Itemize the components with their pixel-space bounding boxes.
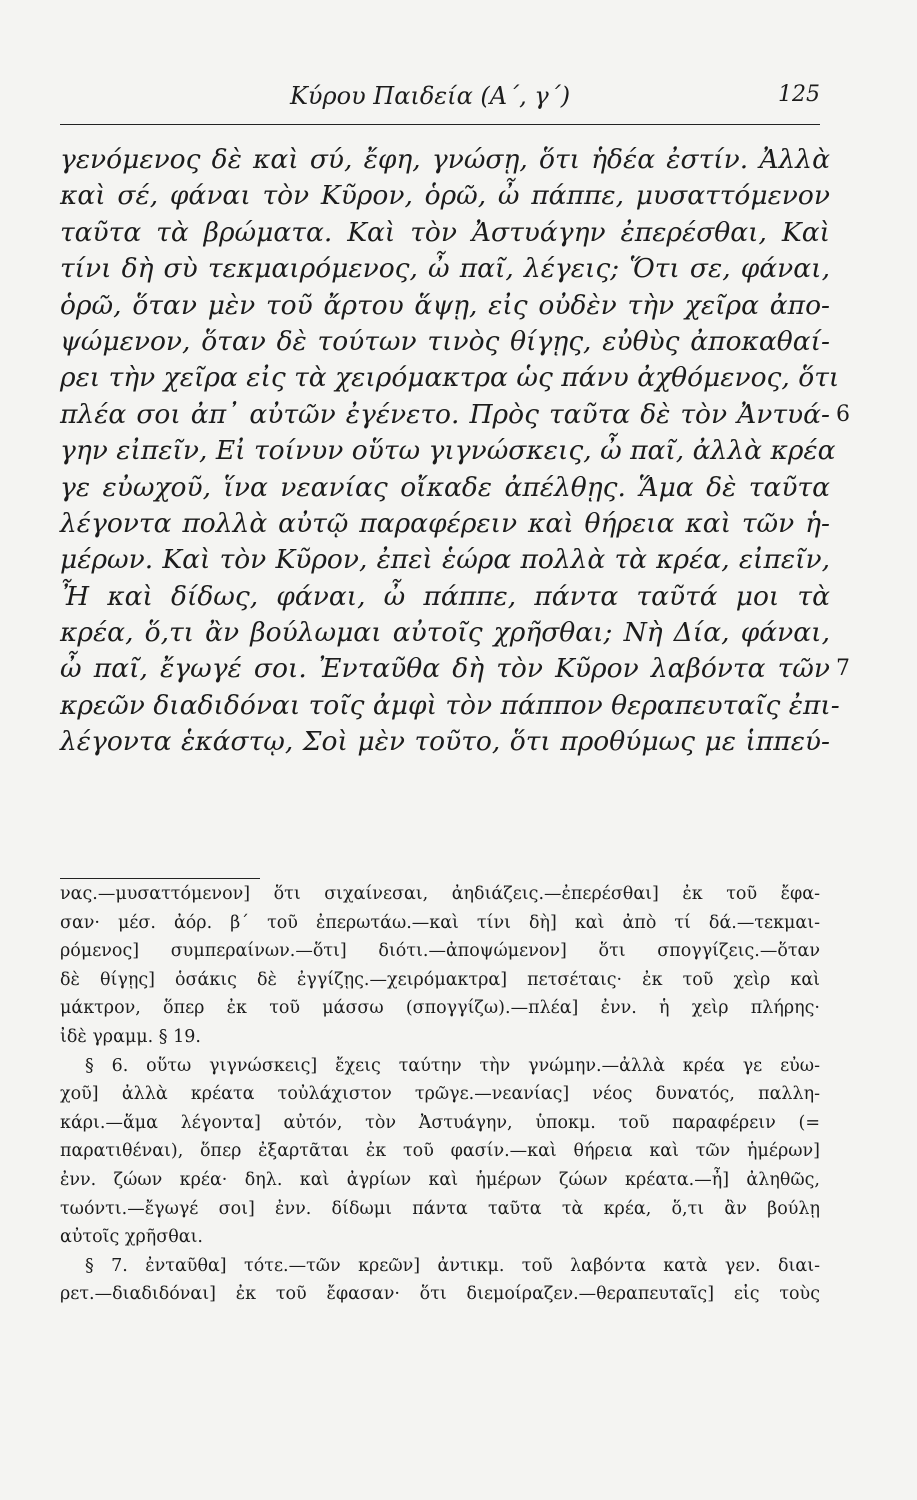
note-line-content: νας.—μυσαττόμενον] ὅτι σιχαίνεσαι, ἀηδιάζεις.—ἐπερέσθαι] ἐκ τοῦ ἔφα- <box>60 884 820 904</box>
note-line <box>60 1052 820 1081</box>
text-line-content: τίνι δὴ σὺ τεκμαιρόμενος, ὦ παῖ, λέγεις; Ὅτι σε, φάναι, <box>60 253 830 285</box>
text-line <box>60 324 840 360</box>
note-line-content: κάρι.—ἅμα λέγοντα] αὐτόν, τὸν Ἀστυάγην, ὑποκμ. τοῦ παραφέρειν (= <box>60 1112 820 1133</box>
note-line-content: αὐτοῖς χρῆσθαι. <box>60 1227 203 1248</box>
note-line <box>60 1195 820 1224</box>
text-line-content: ὁρῶ, ὅταν μὲν τοῦ ἄρτου ἅψῃ, εἰς οὐδὲν τὴν χεῖρα ἀπο- <box>60 289 830 321</box>
text-line <box>60 542 840 578</box>
text-line <box>60 651 850 687</box>
note-line <box>60 1023 820 1052</box>
text-line-content: ρει τὴν χεῖρα εἰς τὰ χειρόμακτρα ὡς πάνυ ἀχθόμενος, ὅτι <box>60 362 840 394</box>
text-line-content: ταῦτα τὰ βρώματα. Καὶ τὸν Ἀστυάγην ἐπερέσθαι, Καὶ <box>60 216 830 248</box>
note-line <box>60 994 820 1023</box>
text-line <box>60 724 840 760</box>
section-number: 7 <box>836 656 850 682</box>
text-line-content: γην εἰπεῖν, Εἰ τοίνυν οὕτω γιγνώσκεις, ὦ παῖ, ἀλλὰ κρέα <box>60 435 836 467</box>
note-line <box>60 1252 820 1281</box>
note-line <box>60 1109 820 1138</box>
note-line-content: τωόντι.—ἔγωγέ σοι] ἐνν. δίδωμι πάντα ταῦτα τὰ κρέα, ὅ,τι ἂν βούλῃ <box>60 1198 820 1219</box>
note-line-content: χοῦ] ἀλλὰ κρέατα τοὐλάχιστον τρῶγε.—νεανίας] νέος δυνατός, παλλη- <box>60 1084 820 1105</box>
text-line-content: λέγοντα πολλὰ αὐτῷ παραφέρειν καὶ θήρεια καὶ τῶν ἡ- <box>60 507 830 539</box>
note-line-content: § 7. ἐνταῦθα] τότε.—τῶν κρεῶν] ἀντικμ. τοῦ λαβόντα κατὰ γεν. διαι- <box>85 1255 820 1276</box>
page-header <box>60 82 820 122</box>
text-line-content: ψώμενον, ὅταν δὲ τούτων τινὸς θίγῃς, εὐθὺς ἀποκαθαί- <box>60 325 830 357</box>
note-line-content: ρετ.—διαδιδόναι] ἐκ τοῦ ἔφασαν· ὅτι διεμοίραζεν.—θεραπευταῖς] εἰς τοὺς <box>60 1284 820 1305</box>
page-number: 125 <box>778 82 820 107</box>
text-line-content: πλέα σοι ἀπ᾿ αὐτῶν ἐγένετο. Πρὸς ταῦτα δὲ τὸν Ἀντυά- <box>60 398 830 430</box>
text-line-content: Ἦ καὶ δίδως, φάναι, ὦ πάππε, πάντα ταῦτά μοι τὰ <box>60 580 830 612</box>
footnote-rule <box>60 878 260 879</box>
text-line <box>60 615 840 651</box>
text-line <box>60 579 840 615</box>
running-title: Κύρου Παιδεία (Α΄, γ΄) <box>290 82 571 110</box>
text-line <box>60 215 840 251</box>
text-line-content: γενόμενος δὲ καὶ σύ, ἔφη, γνώσῃ, ὅτι ἡδέα ἐστίν. Ἀλλὰ <box>60 144 830 175</box>
note-line-content: § 6. οὕτω γιγνώσκεις] ἔχεις ταύτην τὴν γνώμην.—ἀλλὰ κρέα γε εὐω- <box>85 1055 820 1076</box>
note-line-content: ἐνν. ζώων κρέα· δηλ. καὶ ἀγρίων καὶ ἡμέρων ζώων κρέατα.—ἦ] ἀληθῶς, <box>60 1169 820 1190</box>
header-rule <box>60 124 820 125</box>
text-line <box>60 178 840 214</box>
note-line <box>60 1080 820 1109</box>
text-line-content: λέγοντα ἑκάστῳ, Σοὶ μὲν τοῦτο, ὅτι προθύμως με ἱππεύ- <box>60 726 830 758</box>
note-line <box>60 937 820 966</box>
text-line <box>60 288 840 324</box>
note-line-content: μάκτρον, ὅπερ ἐκ τοῦ μάσσω (σπογγίζω).—πλέα] ἐνν. ἡ χεὶρ πλήρης· <box>60 998 820 1019</box>
note-line-content: ἰδὲ γραμμ. § 19. <box>60 1026 201 1047</box>
note-line-content: σαν· μέσ. ἀόρ. β΄ τοῦ ἐπερωτάω.—καὶ τίνι δὴ] καὶ ἀπὸ τί δά.—τεκμαι- <box>60 912 820 933</box>
text-line <box>60 470 840 506</box>
text-line <box>60 688 840 724</box>
text-line <box>60 360 840 396</box>
text-line <box>60 142 840 178</box>
text-line-content: μέρων. Καὶ τὸν Κῦρον, ἐπεὶ ἑώρα πολλὰ τὰ κρέα, εἰπεῖν, <box>60 544 830 576</box>
note-line <box>60 966 820 995</box>
note-line <box>60 909 820 938</box>
note-line <box>60 880 820 909</box>
note-line-content: δὲ θίγῃς] ὁσάκις δὲ ἐγγίζῃς.—χειρόμακτρα] πετσέταις· ἐκ τοῦ χεὶρ καὶ <box>60 969 820 990</box>
text-line <box>60 251 840 287</box>
text-line <box>60 506 840 542</box>
note-line-content: παρατιθέναι), ὅπερ ἐξαρτᾶται ἐκ τοῦ φασίν.—καὶ θήρεια καὶ τῶν ἡμέρων] <box>60 1141 820 1162</box>
note-line <box>60 1137 820 1166</box>
text-line <box>60 397 850 433</box>
text-line <box>60 433 840 469</box>
text-line-content: γε εὐωχοῦ, ἵνα νεανίας οἴκαδε ἀπέλθῃς. Ἅμα δὲ ταῦτα <box>60 471 830 503</box>
main-text-block <box>60 142 850 761</box>
note-line <box>60 1223 820 1252</box>
text-line-content: κρεῶν διαδιδόναι τοῖς ἀμφὶ τὸν πάππον θεραπευταῖς ἐπι- <box>60 689 840 721</box>
text-line-content: καὶ σέ, φάναι τὸν Κῦρον, ὁρῶ, ὦ πάππε, μυσαττόμενον <box>60 180 830 212</box>
text-line-content: ὦ παῖ, ἔγωγέ σοι. Ἐνταῦθα δὴ τὸν Κῦρον λαβόντα τῶν <box>60 653 830 685</box>
text-line-content: κρέα, ὅ,τι ἂν βούλωμαι αὐτοῖς χρῆσθαι; Νὴ Δία, φάναι, <box>60 617 830 649</box>
note-line <box>60 1280 820 1309</box>
section-number: 6 <box>836 401 850 427</box>
note-line-content: ρόμενος] συμπεραίνων.—ὅτι] διότι.—ἀποψώμενον] ὅτι σπογγίζεις.—ὅταν <box>60 941 820 962</box>
note-line <box>60 1166 820 1195</box>
commentary-notes <box>60 880 820 1309</box>
